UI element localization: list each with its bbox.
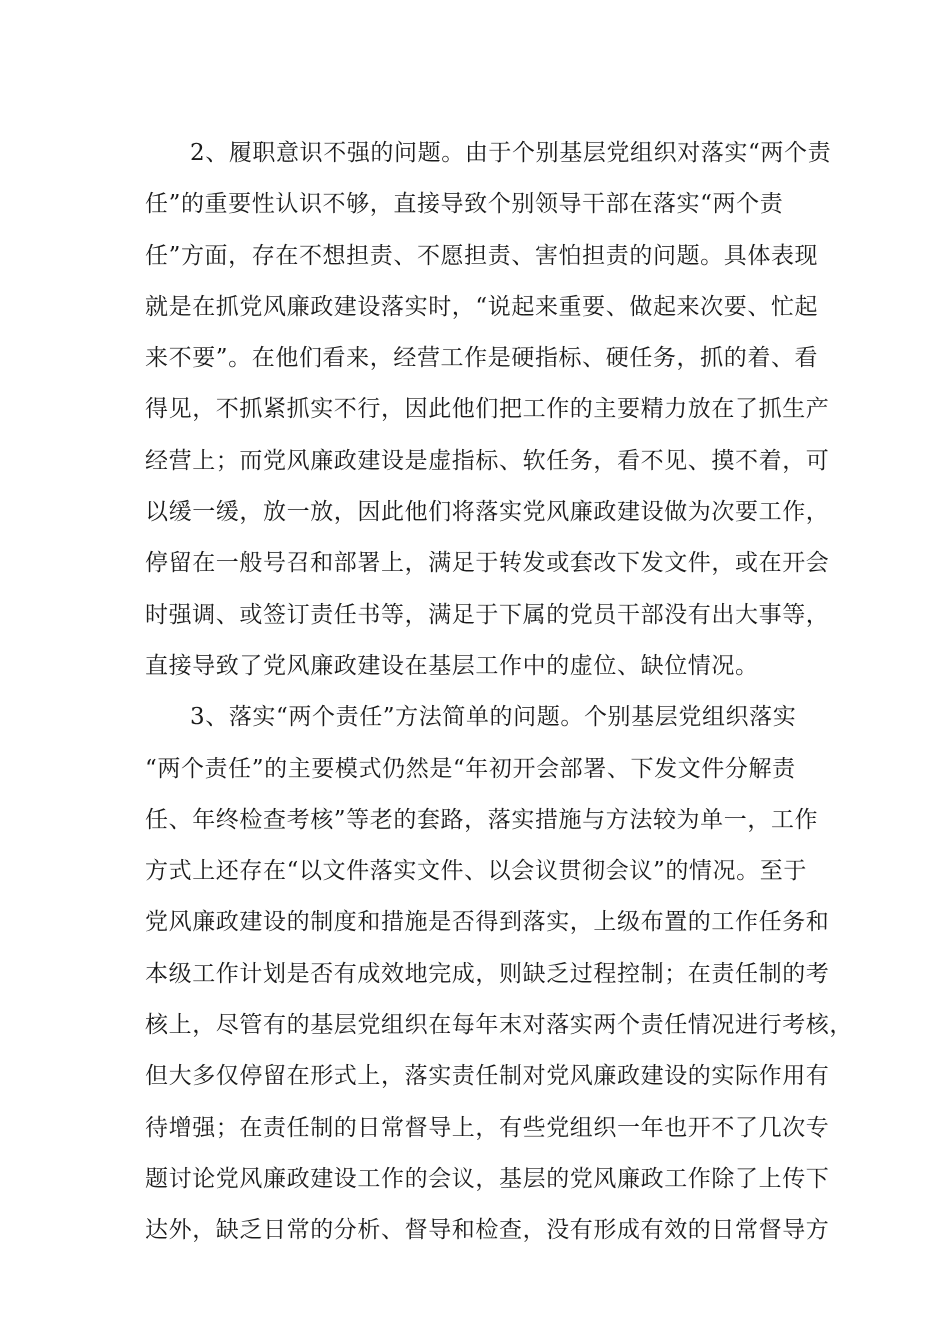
- document-body: [145, 128, 853, 1257]
- paragraph-method-simple: [145, 692, 853, 1256]
- paragraph-line: 直接导致了党风廉政建设在基层工作中的虚位、缺位情况。: [145, 652, 759, 679]
- paragraph-line: 2、履职意识不强的问题。由于个别基层党组织对落实“两个责: [190, 140, 832, 166]
- paragraph-line: “两个责任”的主要模式仍然是“年初开会部署、下发文件分解责: [145, 755, 796, 782]
- paragraph-line: 任、年终检查考核”等老的套路，落实措施与方法较为单一，工作: [145, 806, 819, 833]
- paragraph-line: 本级工作计划是否有成效地完成，则缺乏过程控制；在责任制的考: [145, 960, 830, 987]
- paragraph-duty-awareness: [145, 128, 832, 692]
- paragraph-line: 来不要”。在他们看来，经营工作是硬指标、硬任务，抓的着、看: [145, 345, 819, 372]
- paragraph-line: 党风廉政建设的制度和措施是否得到落实，上级布置的工作任务和: [145, 909, 830, 936]
- paragraph-line: 任”方面，存在不想担责、不愿担责、害怕担责的问题。具体表现: [145, 242, 819, 269]
- paragraph-line: 任”的重要性认识不够，直接导致个别领导干部在落实“两个责: [145, 191, 784, 218]
- paragraph-line: 核上，尽管有的基层党组织在每年末对落实两个责任情况进行考核，: [145, 1012, 853, 1039]
- paragraph-line: 但大多仅停留在形式上，落实责任制对党风廉政建设的实际作用有: [145, 1063, 830, 1090]
- paragraph-line: 方式上还存在“以文件落实文件、以会议贯彻会议”的情况。至于: [145, 858, 807, 885]
- paragraph-line: 停留在一般号召和部署上，满足于转发或套改下发文件，或在开会: [145, 550, 830, 577]
- paragraph-line: 以缓一缓，放一放，因此他们将落实党风廉政建设做为次要工作，: [145, 499, 830, 526]
- paragraph-line: 得见，不抓紧抓实不行，因此他们把工作的主要精力放在了抓生产: [145, 396, 830, 423]
- paragraph-line: 经营上；而党风廉政建设是虚指标、软任务，看不见、摸不着，可: [145, 447, 830, 474]
- paragraph-line: 题讨论党风廉政建设工作的会议，基层的党风廉政工作除了上传下: [145, 1165, 830, 1192]
- paragraph-line: 时强调、或签订责任书等，满足于下属的党员干部没有出大事等，: [145, 601, 830, 628]
- paragraph-line: 就是在抓党风廉政建设落实时，“说起来重要、做起来次要、忙起: [145, 293, 819, 320]
- paragraph-line: 待增强；在责任制的日常督导上，有些党组织一年也开不了几次专: [145, 1114, 830, 1141]
- paragraph-line: 3、落实“两个责任”方法简单的问题。个别基层党组织落实: [190, 704, 797, 731]
- paragraph-line: 达外，缺乏日常的分析、督导和检查，没有形成有效的日常督导方: [145, 1217, 830, 1244]
